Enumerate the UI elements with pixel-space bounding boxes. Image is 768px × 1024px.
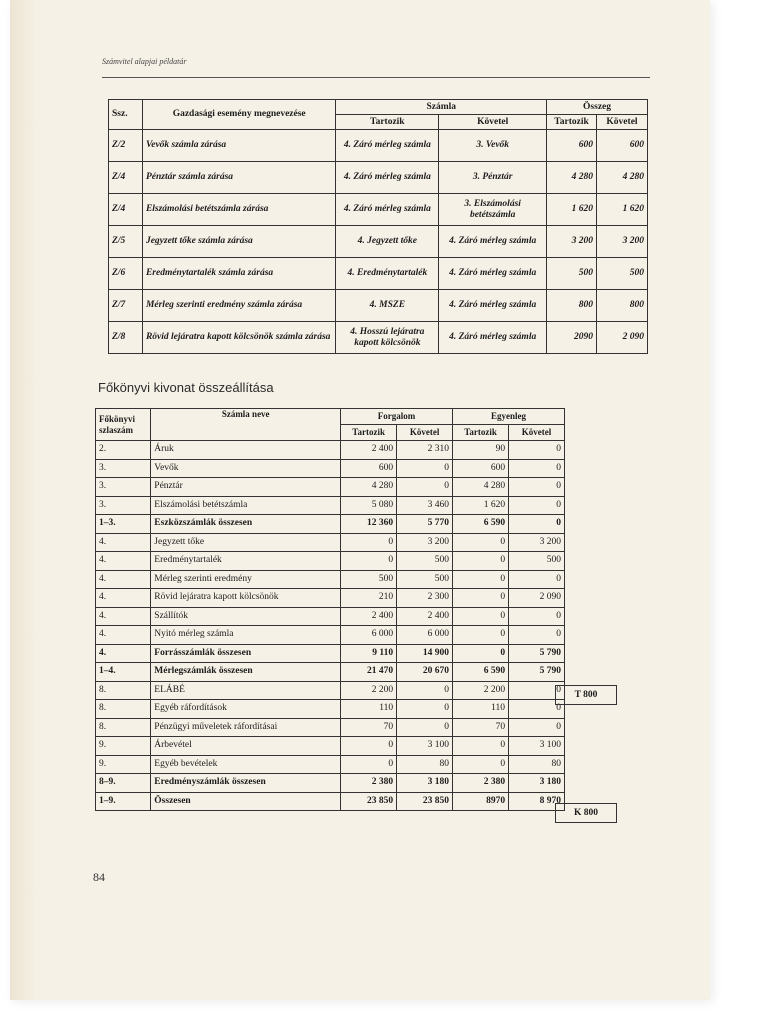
- event-name: Rövid lejáratra kapott kölcsönök számla zárása: [142, 322, 335, 354]
- turnover-debit: 6 000: [341, 626, 397, 645]
- account-name: Összesen: [151, 792, 341, 811]
- credit-account: 3. Vevők: [439, 130, 547, 162]
- account-number: 1–3.: [96, 515, 151, 534]
- balance-debit: 6 590: [453, 515, 509, 534]
- turnover-credit: 20 670: [397, 663, 453, 682]
- turnover-credit: 2 300: [397, 589, 453, 608]
- debit-account: 4. Eredménytartalék: [336, 258, 439, 290]
- account-name: ELÁBÉ: [151, 681, 341, 700]
- table-row: [96, 459, 565, 478]
- table-row: [96, 700, 565, 719]
- turnover-debit: 110: [341, 700, 397, 719]
- balance-credit: 0: [509, 496, 565, 515]
- turnover-credit: 23 850: [397, 792, 453, 811]
- table-row: [109, 130, 648, 162]
- account-number: 8.: [96, 718, 151, 737]
- turnover-debit: 9 110: [341, 644, 397, 663]
- account-number: 4.: [96, 607, 151, 626]
- event-name: Pénztár számla zárása: [142, 162, 335, 194]
- balance-debit: 0: [453, 607, 509, 626]
- table-row: [96, 552, 565, 571]
- balance-credit: 0: [509, 626, 565, 645]
- account-number: 3.: [96, 478, 151, 497]
- credit-account: 4. Záró mérleg számla: [439, 226, 547, 258]
- turnover-debit: 5 080: [341, 496, 397, 515]
- account-name: Mérlegszámlák összesen: [151, 663, 341, 682]
- turnover-debit: 0: [341, 552, 397, 571]
- table-row: [96, 607, 565, 626]
- account-name: Árbevétel: [151, 737, 341, 756]
- header-turnover-credit: Követel: [397, 425, 453, 441]
- balance-debit: 2 200: [453, 681, 509, 700]
- header-turnover: Forgalom: [341, 409, 453, 425]
- entry-id: Z/2: [109, 130, 143, 162]
- table-row: [109, 162, 648, 194]
- balance-debit: 0: [453, 570, 509, 589]
- account-name: Nyitó mérleg számla: [151, 626, 341, 645]
- balance-debit: 1 620: [453, 496, 509, 515]
- table-row: [96, 681, 565, 700]
- debit-amount: 600: [547, 130, 597, 162]
- turnover-debit: 2 200: [341, 681, 397, 700]
- balance-credit: 5 790: [509, 663, 565, 682]
- balance-debit: 0: [453, 644, 509, 663]
- credit-amount: 1 620: [597, 194, 648, 226]
- credit-amount: 4 280: [597, 162, 648, 194]
- turnover-debit: 4 280: [341, 478, 397, 497]
- header-amount: Összeg: [547, 100, 648, 115]
- debit-account: 4. Záró mérleg számla: [336, 194, 439, 226]
- balance-debit: 6 590: [453, 663, 509, 682]
- debit-amount: 1 620: [547, 194, 597, 226]
- turnover-debit: 23 850: [341, 792, 397, 811]
- credit-amount: 3 200: [597, 226, 648, 258]
- account-name: Pénztár: [151, 478, 341, 497]
- turnover-credit: 500: [397, 552, 453, 571]
- balance-debit: 0: [453, 737, 509, 756]
- account-name: Eszközszámlák összesen: [151, 515, 341, 534]
- account-name: Szállítók: [151, 607, 341, 626]
- balance-debit: 4 280: [453, 478, 509, 497]
- turnover-debit: 600: [341, 459, 397, 478]
- balance-debit: 90: [453, 441, 509, 460]
- credit-amount: 800: [597, 290, 648, 322]
- balance-credit: 3 180: [509, 774, 565, 793]
- balance-credit: 0: [509, 441, 565, 460]
- account-number: 8–9.: [96, 774, 151, 793]
- closing-entries-table: [108, 99, 648, 354]
- header-credit: Követel: [439, 115, 547, 130]
- header-turnover-debit: Tartozik: [341, 425, 397, 441]
- entry-id: Z/5: [109, 226, 143, 258]
- balance-debit: 600: [453, 459, 509, 478]
- event-name: Elszámolási betétszámla zárása: [142, 194, 335, 226]
- turnover-debit: 2 400: [341, 607, 397, 626]
- table-row: [96, 626, 565, 645]
- account-number: 8.: [96, 681, 151, 700]
- balance-credit: 0: [509, 681, 565, 700]
- turnover-credit: 500: [397, 570, 453, 589]
- header-amount-debit: Tartozik: [547, 115, 597, 130]
- balance-debit: 0: [453, 589, 509, 608]
- total-row: [96, 644, 565, 663]
- turnover-credit: 3 460: [397, 496, 453, 515]
- account-number: 8.: [96, 700, 151, 719]
- trial-balance-body: [96, 441, 565, 811]
- turnover-credit: 2 310: [397, 441, 453, 460]
- turnover-debit: 0: [341, 737, 397, 756]
- table-row: [96, 533, 565, 552]
- debit-amount: 800: [547, 290, 597, 322]
- turnover-debit: 0: [341, 755, 397, 774]
- total-row: [96, 663, 565, 682]
- balance-credit: 3 200: [509, 533, 565, 552]
- turnover-debit: 2 400: [341, 441, 397, 460]
- turnover-debit: 12 360: [341, 515, 397, 534]
- table-row: [109, 322, 648, 354]
- account-number: 3.: [96, 459, 151, 478]
- balance-debit: 110: [453, 700, 509, 719]
- table-row: [96, 478, 565, 497]
- account-number: 4.: [96, 644, 151, 663]
- balance-debit: 2 380: [453, 774, 509, 793]
- turnover-credit: 80: [397, 755, 453, 774]
- total-row: [96, 774, 565, 793]
- account-name: Eredményszámlák összesen: [151, 774, 341, 793]
- event-name: Jegyzett tőke számla zárása: [142, 226, 335, 258]
- header-account-number: Főkönyvi szlaszám: [96, 409, 151, 441]
- debit-account: 4. Záró mérleg számla: [336, 130, 439, 162]
- credit-account: 3. Pénztár: [439, 162, 547, 194]
- turnover-credit: 0: [397, 681, 453, 700]
- balance-debit: 70: [453, 718, 509, 737]
- header-ssz: Ssz.: [109, 100, 143, 130]
- book-page: [10, 0, 710, 1000]
- turnover-debit: 0: [341, 533, 397, 552]
- header-amount-credit: Követel: [597, 115, 648, 130]
- account-name: Áruk: [151, 441, 341, 460]
- account-name: Forrásszámlák összesen: [151, 644, 341, 663]
- credit-account: 4. Záró mérleg számla: [439, 258, 547, 290]
- balance-credit: 0: [509, 459, 565, 478]
- account-name: Jegyzett tőke: [151, 533, 341, 552]
- total-row: [96, 792, 565, 811]
- turnover-credit: 0: [397, 478, 453, 497]
- debit-account: 4. Záró mérleg számla: [336, 162, 439, 194]
- account-number: 9.: [96, 737, 151, 756]
- table-row: [96, 755, 565, 774]
- credit-account: 4. Záró mérleg számla: [439, 290, 547, 322]
- event-name: Vevők számla zárása: [142, 130, 335, 162]
- debit-account: 4. Hosszú lejáratra kapott kölcsönök: [336, 322, 439, 354]
- account-number: 2.: [96, 441, 151, 460]
- running-header: Számvitel alapjai példatár: [102, 57, 187, 66]
- entry-id: Z/6: [109, 258, 143, 290]
- turnover-credit: 14 900: [397, 644, 453, 663]
- credit-account: 4. Záró mérleg számla: [439, 322, 547, 354]
- balance-credit: 2 090: [509, 589, 565, 608]
- debit-amount: 4 280: [547, 162, 597, 194]
- header-rule: [102, 77, 650, 78]
- header-debit: Tartozik: [336, 115, 439, 130]
- turnover-debit: 70: [341, 718, 397, 737]
- side-tag-t: T 800: [555, 685, 617, 705]
- entry-id: Z/8: [109, 322, 143, 354]
- turnover-debit: 21 470: [341, 663, 397, 682]
- turnover-debit: 2 380: [341, 774, 397, 793]
- turnover-credit: 5 770: [397, 515, 453, 534]
- table-row: [96, 589, 565, 608]
- header-event: Gazdasági esemény megnevezése: [142, 100, 335, 130]
- total-row: [96, 515, 565, 534]
- account-name: Vevők: [151, 459, 341, 478]
- header-account-name: Számla neve: [151, 409, 341, 441]
- table-row: [96, 441, 565, 460]
- turnover-credit: 3 100: [397, 737, 453, 756]
- table-row: [109, 226, 648, 258]
- entry-id: Z/4: [109, 194, 143, 226]
- table-row: [96, 496, 565, 515]
- table-row: [109, 194, 648, 226]
- balance-credit: 0: [509, 700, 565, 719]
- account-name: Egyéb ráfordítások: [151, 700, 341, 719]
- balance-debit: 0: [453, 755, 509, 774]
- turnover-credit: 2 400: [397, 607, 453, 626]
- account-number: 9.: [96, 755, 151, 774]
- account-number: 4.: [96, 626, 151, 645]
- table-row: [109, 258, 648, 290]
- account-name: Rövid lejáratra kapott kölcsönök: [151, 589, 341, 608]
- account-name: Pénzügyi műveletek ráfordításai: [151, 718, 341, 737]
- turnover-debit: 210: [341, 589, 397, 608]
- account-number: 1–4.: [96, 663, 151, 682]
- debit-amount: 3 200: [547, 226, 597, 258]
- turnover-credit: 3 200: [397, 533, 453, 552]
- header-account: Számla: [336, 100, 547, 115]
- header-balance-credit: Követel: [509, 425, 565, 441]
- credit-account: 3. Elszámolási betétszámla: [439, 194, 547, 226]
- balance-credit: 80: [509, 755, 565, 774]
- credit-amount: 600: [597, 130, 648, 162]
- balance-debit: 0: [453, 533, 509, 552]
- page-number: 84: [93, 870, 105, 884]
- side-tag-k: K 800: [555, 803, 617, 823]
- debit-amount: 500: [547, 258, 597, 290]
- balance-credit: 500: [509, 552, 565, 571]
- table-row: [109, 290, 648, 322]
- event-name: Eredménytartalék számla zárása: [142, 258, 335, 290]
- balance-debit: 8970: [453, 792, 509, 811]
- balance-credit: 5 790: [509, 644, 565, 663]
- account-number: 4.: [96, 533, 151, 552]
- debit-account: 4. Jegyzett tőke: [336, 226, 439, 258]
- entry-id: Z/4: [109, 162, 143, 194]
- balance-credit: 8 970: [509, 792, 565, 811]
- debit-account: 4. MSZE: [336, 290, 439, 322]
- account-number: 1–9.: [96, 792, 151, 811]
- account-number: 4.: [96, 570, 151, 589]
- account-number: 3.: [96, 496, 151, 515]
- account-number: 4.: [96, 552, 151, 571]
- closing-entries-body: [109, 130, 648, 354]
- account-name: Mérleg szerinti eredmény: [151, 570, 341, 589]
- credit-amount: 500: [597, 258, 648, 290]
- debit-amount: 2090: [547, 322, 597, 354]
- balance-credit: 0: [509, 515, 565, 534]
- section-title: Főkönyvi kivonat összeállítása: [98, 380, 274, 395]
- account-name: Eredménytartalék: [151, 552, 341, 571]
- credit-amount: 2 090: [597, 322, 648, 354]
- header-balance-debit: Tartozik: [453, 425, 509, 441]
- balance-debit: 0: [453, 552, 509, 571]
- entry-id: Z/7: [109, 290, 143, 322]
- trial-balance-table: [95, 408, 565, 811]
- turnover-credit: 0: [397, 718, 453, 737]
- balance-credit: 0: [509, 718, 565, 737]
- account-name: Egyéb bevételek: [151, 755, 341, 774]
- table-row: [96, 570, 565, 589]
- balance-credit: 3 100: [509, 737, 565, 756]
- header-balance: Egyenleg: [453, 409, 565, 425]
- balance-credit: 0: [509, 570, 565, 589]
- table-row: [96, 737, 565, 756]
- turnover-credit: 0: [397, 700, 453, 719]
- account-name: Elszámolási betétszámla: [151, 496, 341, 515]
- turnover-credit: 3 180: [397, 774, 453, 793]
- event-name: Mérleg szerinti eredmény számla zárása: [142, 290, 335, 322]
- account-number: 4.: [96, 589, 151, 608]
- balance-debit: 0: [453, 626, 509, 645]
- turnover-credit: 6 000: [397, 626, 453, 645]
- balance-credit: 0: [509, 478, 565, 497]
- balance-credit: 0: [509, 607, 565, 626]
- table-row: [96, 718, 565, 737]
- turnover-credit: 0: [397, 459, 453, 478]
- turnover-debit: 500: [341, 570, 397, 589]
